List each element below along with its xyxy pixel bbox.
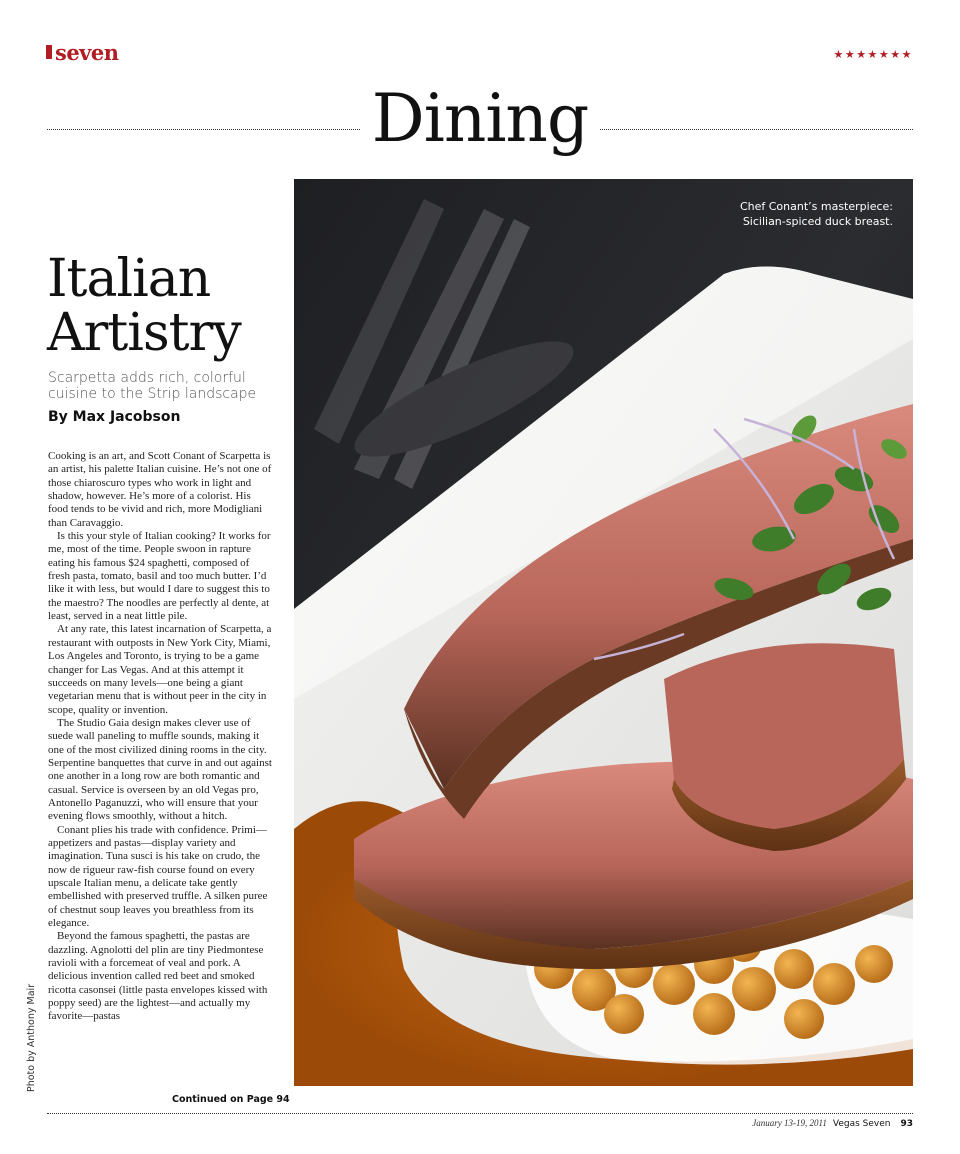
issue-date: January 13-19, 2011 [752, 1118, 827, 1128]
body-paragraph: Conant plies his trade with confidence. Primi—appetizers and pastas—display variety and imagination. Tuna susci is his take on crudo, the now de rigueur raw-fish course found on every upscale Italian menu, a delicate take gently embellished with preserved truffle. A silken puree of chestnut soup leaves you breathless from its elegance. [48, 823, 268, 930]
caption-line-1: Chef Conant’s masterpiece: [739, 200, 893, 213]
logo-text: seven [55, 39, 119, 65]
body-paragraph: Cooking is an art, and Scott Conant of Scarpetta is an artist, his palette Italian cuisine. He’s not one of those chiaroscuro types who work in light and shadow, however. He’s more of a colorist. His food tends to be vivid and rich, more Modigliani than Caravaggio. [48, 450, 272, 529]
photo-credit: Photo by Anthony Mair [26, 983, 37, 1092]
body-paragraph: At any rate, this latest incarnation of Scarpetta, a restaurant with outposts in New York City, Miami, Los Angeles and Toronto, is trying to be a game changer for Las Vegas. And at this attempt it succeeds on many levels—one being a giant vegetarian menu that is without peer in the city in scope, quality or invention. [48, 623, 272, 716]
headline-line-2: Artistry [47, 303, 241, 363]
logo-bar [46, 45, 52, 59]
headline-line-1: Italian [47, 249, 211, 309]
photo-caption [740, 199, 893, 229]
article-dek: Scarpetta adds rich, colorful cuisine to the Strip landscape [48, 370, 257, 402]
section-rule-right [600, 129, 913, 130]
article-headline [47, 249, 241, 363]
page-number: 93 [900, 1119, 913, 1129]
duck-breast-illustration [294, 179, 913, 1086]
continued-link[interactable]: Continued on Page 94 [172, 1094, 290, 1105]
section-title: Dining [371, 80, 589, 157]
footer-rule [47, 1113, 913, 1114]
publication-name: Vegas Seven [832, 1119, 891, 1129]
masthead-logo [46, 40, 119, 64]
page-footer [752, 1118, 913, 1129]
article-body [48, 450, 272, 1024]
star-rating: ★★★★★★★ [833, 48, 913, 61]
body-paragraph: The Studio Gaia design makes clever use of suede wall paneling to muffle sounds, making it one of the most civilized dining rooms in the city. Serpentine banquettes that curve in and out against one another in a long row are both romantic and casual. Service is overseen by an old Vegas pro, Antonello Paganuzzi, who will ensure that your evening flows smoothly, without a hitch. [48, 716, 272, 823]
body-paragraph: Is this your style of Italian cooking? It works for me, most of the time. People swoon in rapture eating his famous $24 spaghetti, composed of fresh pasta, tomato, basil and too much butter. I’d like it with less, but would I dare to suggest this to the maestro? The noodles are perfectly al dente, at least, served in a neat little pile. [48, 530, 271, 623]
hero-photo [294, 179, 913, 1086]
article-byline: By Max Jacobson [48, 409, 181, 425]
section-rule-left [47, 129, 360, 130]
body-paragraph: Beyond the famous spaghetti, the pastas are dazzling. Agnolotti del plin are tiny Piedmontese ravioli with a forcemeat of veal and pork. A delicious invention called red beet and smoked ricotta casonsei (little pasta envelopes kissed with poppy seed) are the lightest—and actually my favorite—pastas [48, 930, 268, 1023]
caption-line-2: Sicilian-spiced duck breast. [742, 215, 893, 228]
